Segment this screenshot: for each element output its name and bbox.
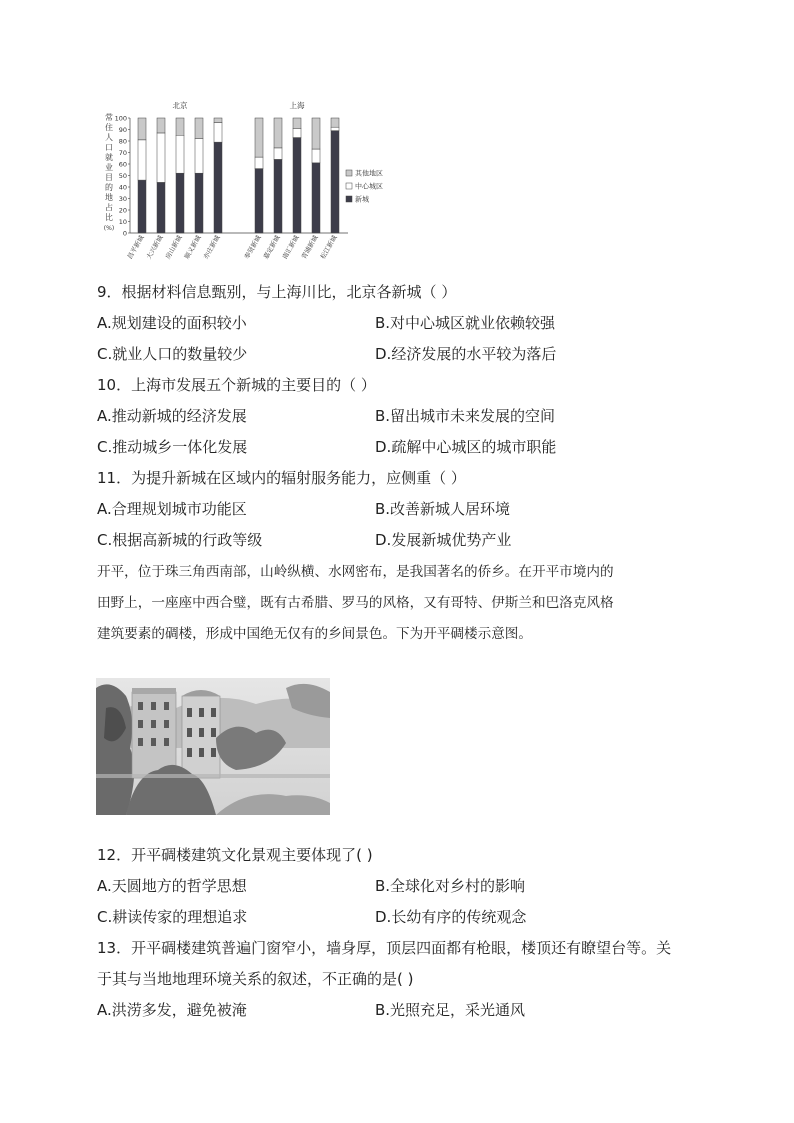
y-axis-label-char: 业 [105,163,113,172]
bar-segment [214,142,222,233]
bar-segment [157,182,165,233]
y-axis-label-char: 就 [105,153,113,162]
group-title: 北京 [172,101,188,110]
bar-segment [274,148,282,160]
y-tick-label: 30 [118,194,127,203]
bar-segment [176,118,184,135]
y-tick-label: 0 [122,229,127,238]
q12-option-a[interactable]: A.天圆地方的哲学思想 [97,877,247,895]
question-13-line-2: 于其与当地地理环境关系的叙述，不正确的是( ) [97,970,414,988]
q11-option-c[interactable]: C.根据高新城的行政等级 [97,531,263,549]
bar-segment [138,180,146,233]
y-axis-label-char: 地 [105,193,113,202]
q11-option-a[interactable]: A.合理规划城市功能区 [97,500,247,518]
legend-label: 新城 [355,195,369,204]
bar-segment [312,118,320,149]
q9-option-c[interactable]: C.就业人口的数量较少 [97,345,248,363]
x-tick-label: 房山新城 [163,234,184,261]
passage-line-3: 建筑要素的碉楼，形成中国绝无仅有的乡间景色。下为开平碉楼示意图。 [97,626,532,642]
x-tick-label: 嘉定新城 [261,234,282,261]
bar-segment [255,169,263,233]
question-11: 11．为提升新城在区域内的辐射服务能力，应侧重（ ） [97,469,466,487]
diaolou-photo [96,678,330,815]
bar-segment [312,163,320,233]
y-tick-label: 10 [118,217,127,226]
legend-swatch [346,196,352,202]
bar-segment [293,138,301,233]
y-axis-label-char: 比 [105,213,113,222]
y-axis-label-char: 常 [105,113,113,122]
group-title: 上海 [289,101,305,110]
bar-segment [293,118,301,128]
x-tick-label: 昌平新城 [125,234,146,261]
q10-option-b[interactable]: B.留出城市未来发展的空间 [375,407,556,425]
q10-option-a[interactable]: A.推动新城的经济发展 [97,407,247,425]
stacked-bar-chart [100,98,400,276]
bar-segment [293,128,301,137]
bar-segment [195,139,203,174]
y-tick-label: 100 [114,114,127,123]
q9-option-b[interactable]: B.对中心城区就业依赖较强 [375,314,556,332]
y-axis-label-char: 的 [105,183,113,192]
y-axis-label-char: 目 [105,173,113,182]
q12-option-b[interactable]: B.全球化对乡村的影响 [375,877,526,895]
bar-segment [138,118,146,140]
passage-line-1: 开平，位于珠三角西南部，山岭纵横、水网密布，是我国著名的侨乡。在开平市境内的 [97,564,614,580]
legend-label: 中心城区 [355,182,383,191]
q11-option-b[interactable]: B.改善新城人居环境 [375,500,511,518]
q12-option-c[interactable]: C.耕读传家的理想追求 [97,908,248,926]
y-axis-label-char: 住 [105,123,113,132]
question-9: 9．根据材料信息甄别，与上海川比，北京各新城（ ） [97,283,457,301]
passage-line-2: 田野上，一座座中西合璧，既有古希腊、罗马的风格，又有哥特、伊斯兰和巴洛克风格 [97,595,614,611]
y-tick-label: 50 [118,171,127,180]
q13-option-b[interactable]: B.光照充足，采光通风 [375,1001,526,1019]
q9-option-d[interactable]: D.经济发展的水平较为落后 [375,345,557,363]
y-axis-label-char: 口 [105,143,113,152]
bar-segment [176,173,184,233]
x-tick-label: 南汇新城 [280,234,301,261]
q12-option-d[interactable]: D.长幼有序的传统观念 [375,908,527,926]
q9-option-a[interactable]: A.规划建设的面积较小 [97,314,247,332]
y-tick-label: 80 [118,137,127,146]
y-axis-label-char: 占 [105,203,113,212]
y-tick-label: 60 [118,160,127,169]
y-tick-label: 90 [118,125,127,134]
bar-segment [255,157,263,169]
y-tick-label: 20 [118,206,127,215]
employment-chart [100,98,400,276]
x-tick-label: 青浦新城 [299,234,320,261]
diaolou-illustration [96,678,330,815]
bar-segment [214,123,222,143]
bar-segment [274,159,282,233]
q13-option-a[interactable]: A.洪涝多发，避免被淹 [97,1001,247,1019]
q11-option-d[interactable]: D.发展新城优势产业 [375,531,512,549]
bar-segment [195,118,203,139]
bar-segment [157,133,165,182]
bar-segment [331,131,339,233]
legend-swatch [346,183,352,189]
q10-option-c[interactable]: C.推动城乡一体化发展 [97,438,248,456]
question-13-line-1: 13．开平碉楼建筑普遍门窗窄小，墙身厚，顶层四面都有枪眼，楼顶还有瞭望台等。关 [97,939,672,957]
x-tick-label: 顺义新城 [182,234,203,261]
x-tick-label: 松江新城 [318,234,339,261]
y-tick-label: 70 [118,148,127,157]
x-tick-label: 大兴新城 [144,234,165,261]
bar-segment [255,118,263,157]
legend-swatch [346,170,352,176]
question-10: 10．上海市发展五个新城的主要目的（ ） [97,376,376,394]
x-tick-label: 亦庄新城 [201,234,222,261]
y-tick-label: 40 [118,183,127,192]
legend-label: 其他地区 [355,169,383,178]
bar-segment [274,118,282,148]
bar-segment [157,118,165,133]
bar-segment [195,173,203,233]
bar-segment [331,118,339,127]
question-12: 12．开平碉楼建筑文化景观主要体现了( ) [97,846,373,864]
bar-segment [138,140,146,180]
y-axis-label-char: 人 [105,133,113,142]
q10-option-d[interactable]: D.疏解中心城区的城市职能 [375,438,557,456]
x-tick-label: 奉贤新城 [242,234,263,261]
bar-segment [176,135,184,173]
y-axis-label-char: (%) [103,225,115,232]
bar-segment [312,149,320,163]
bar-segment [214,118,222,123]
bar-segment [331,127,339,130]
